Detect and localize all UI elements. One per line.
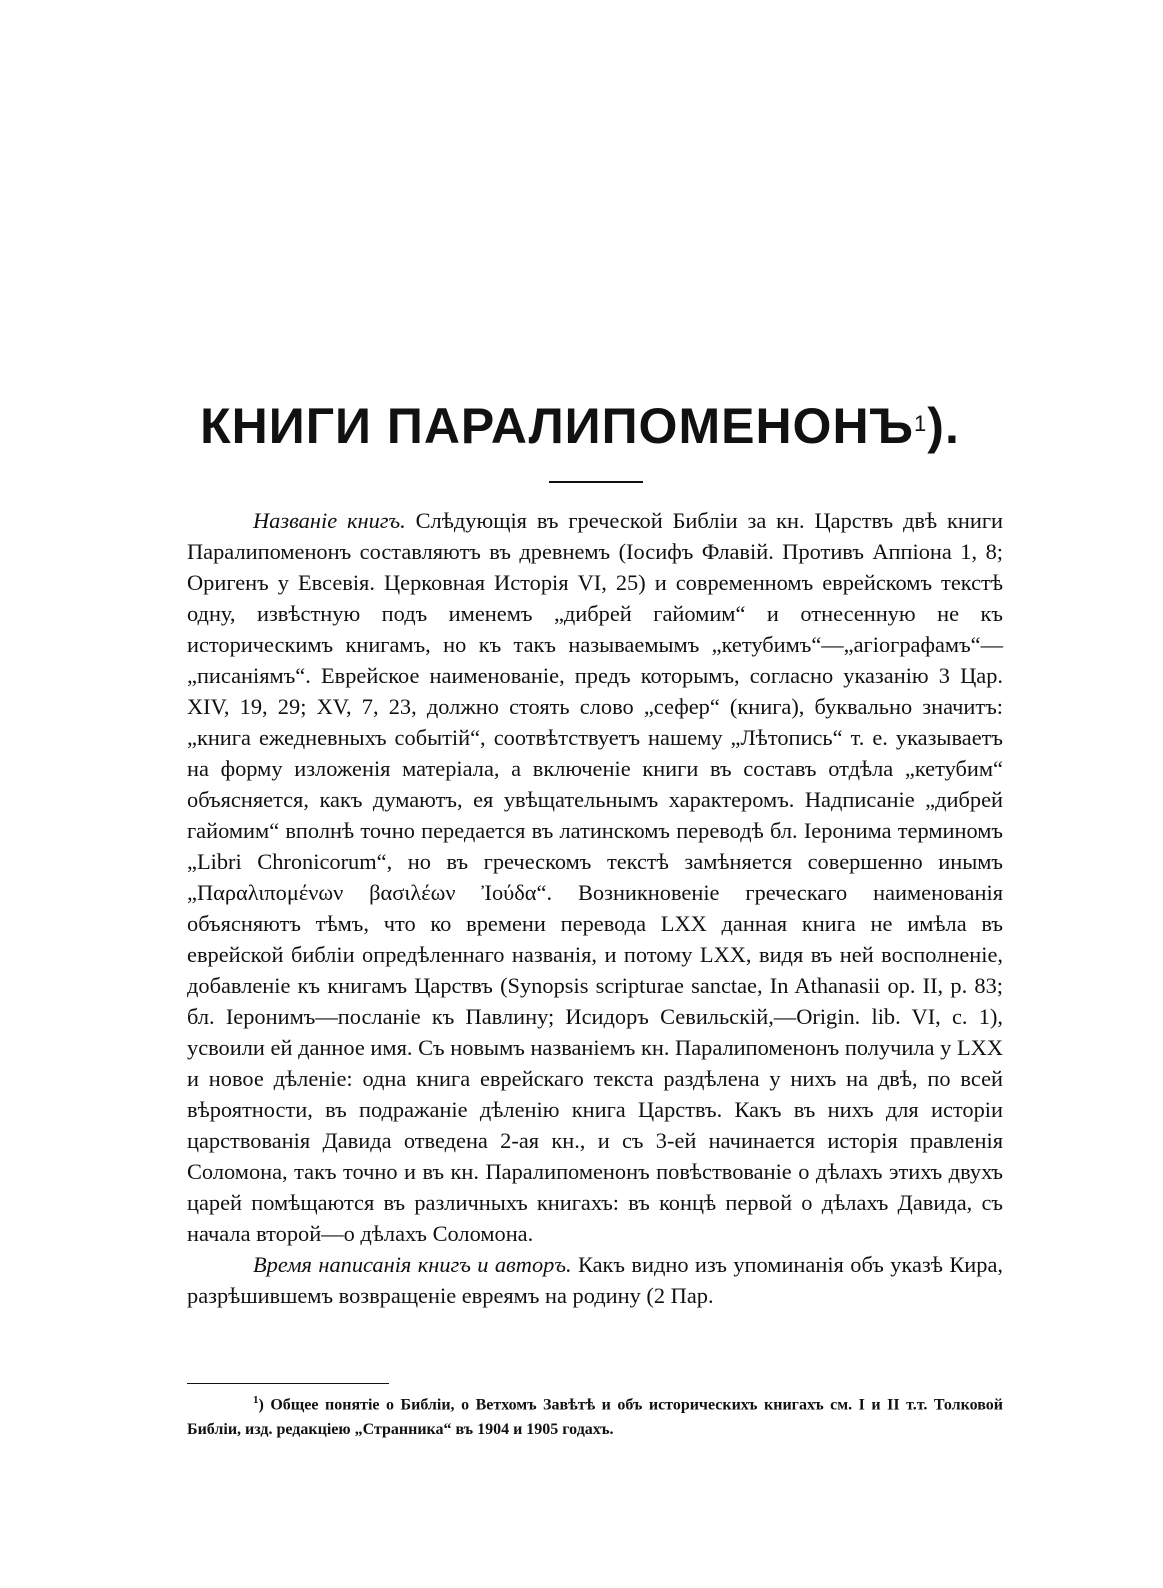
main-text [187,505,1003,1311]
title-text: КНИГИ ПАРАЛИПОМЕНОНЪ [200,398,915,454]
section-heading: Время написанія книгъ и авторъ. [253,1252,572,1277]
paragraph-text: Слѣдующія въ греческой Библіи за кн. Царствъ двѣ книги Паралипоменонъ составляютъ въ древнемъ (Іосифъ Флавій. Противъ Аппіона 1, 8; Оригенъ у Евсевія. Церковная Исторія VI, 25) и современномъ еврейскомъ текстѣ одну, извѣстную подъ именемъ „дибрей гайомим“ и отнесенную не къ историческимъ книгамъ, но къ такъ называемымъ „кетубимъ“—„агіографамъ“—„писаніямъ“. Еврейское наименованіе, предъ которымъ, согласно указанію 3 Цар. XIV, 19, 29; XV, 7, 23, должно стоять слово „сефер“ (книга), буквально значитъ: „книга ежедневныхъ событій“, соотвѣтствуетъ нашему „Лѣтопись“ т. е. указываетъ на форму изложенія матеріала, а включеніе книги въ составъ отдѣла „кетубим“ объясняется, какъ думаютъ, ея увѣщательнымъ характеромъ. Надписаніе „дибрей гайомим“ вполнѣ точно передается въ латинскомъ переводѣ бл. Іеронима терминомъ „Libri Chronicorum“, но въ греческомъ текстѣ замѣняется совершенно инымъ „Παραλιπομένων βασιλέων Ἰούδα“. Возникновеніе греческаго наименованія объясняютъ тѣмъ, что ко времени перевода LXX данная книга не имѣла въ еврейской библіи опредѣленнаго названія, и потому LXX, видя въ ней восполненіе, добавленіе къ книгамъ Царствъ (Synopsis scripturae sanctae, In Athanasii op. II, p. 83; бл. Іеронимъ—посланіе къ Павлину; Исидоръ Севильскій,—Origin. lib. VI, c. 1), усвоили ей данное имя. Съ новымъ названіемъ кн. Паралипоменонъ получила у LXX и новое дѣленіе: одна книга еврейскаго текста раздѣлена у нихъ на двѣ, по всей вѣроятности, въ подражаніе дѣленію книга Царствъ. Какъ въ нихъ для исторіи царствованія Давида отведена 2-ая кн., и съ 3-ей начинается исторія правленія Соломона, такъ точно и въ кн. Паралипоменонъ повѣствованіе о дѣлахъ этихъ двухъ царей помѣщаются въ различныхъ книгахъ: въ концѣ первой о дѣлахъ Давида, съ начала второй—о дѣлахъ Соломона. [187,508,1003,1246]
footnote-reference[interactable]: 1 [914,411,928,436]
footnote-text: ) Общее понятіе о Библіи, о Ветхомъ Завѣтѣ и объ историческихъ книгахъ см. I и II т.т. Толковой Библіи, изд. редакціею „Странника“ въ 1904 и 1905 годахъ. [187,1396,1004,1439]
paragraph-book-name [187,505,1003,1249]
page-title [150,396,1010,456]
paragraph-date-author [187,1249,1003,1311]
footnote [187,1388,1003,1442]
paragraph-text: Какъ видно изъ упоминанія объ указѣ Кира, разрѣшившемъ возвращеніе евреямъ на родину (2 Пар. [187,1252,1003,1308]
section-heading: Названіе книгъ. [253,508,406,533]
title-suffix: ). [927,398,960,454]
footnote-marker: 1 [253,1394,259,1406]
title-divider [549,481,643,483]
footnote-divider [187,1383,389,1384]
